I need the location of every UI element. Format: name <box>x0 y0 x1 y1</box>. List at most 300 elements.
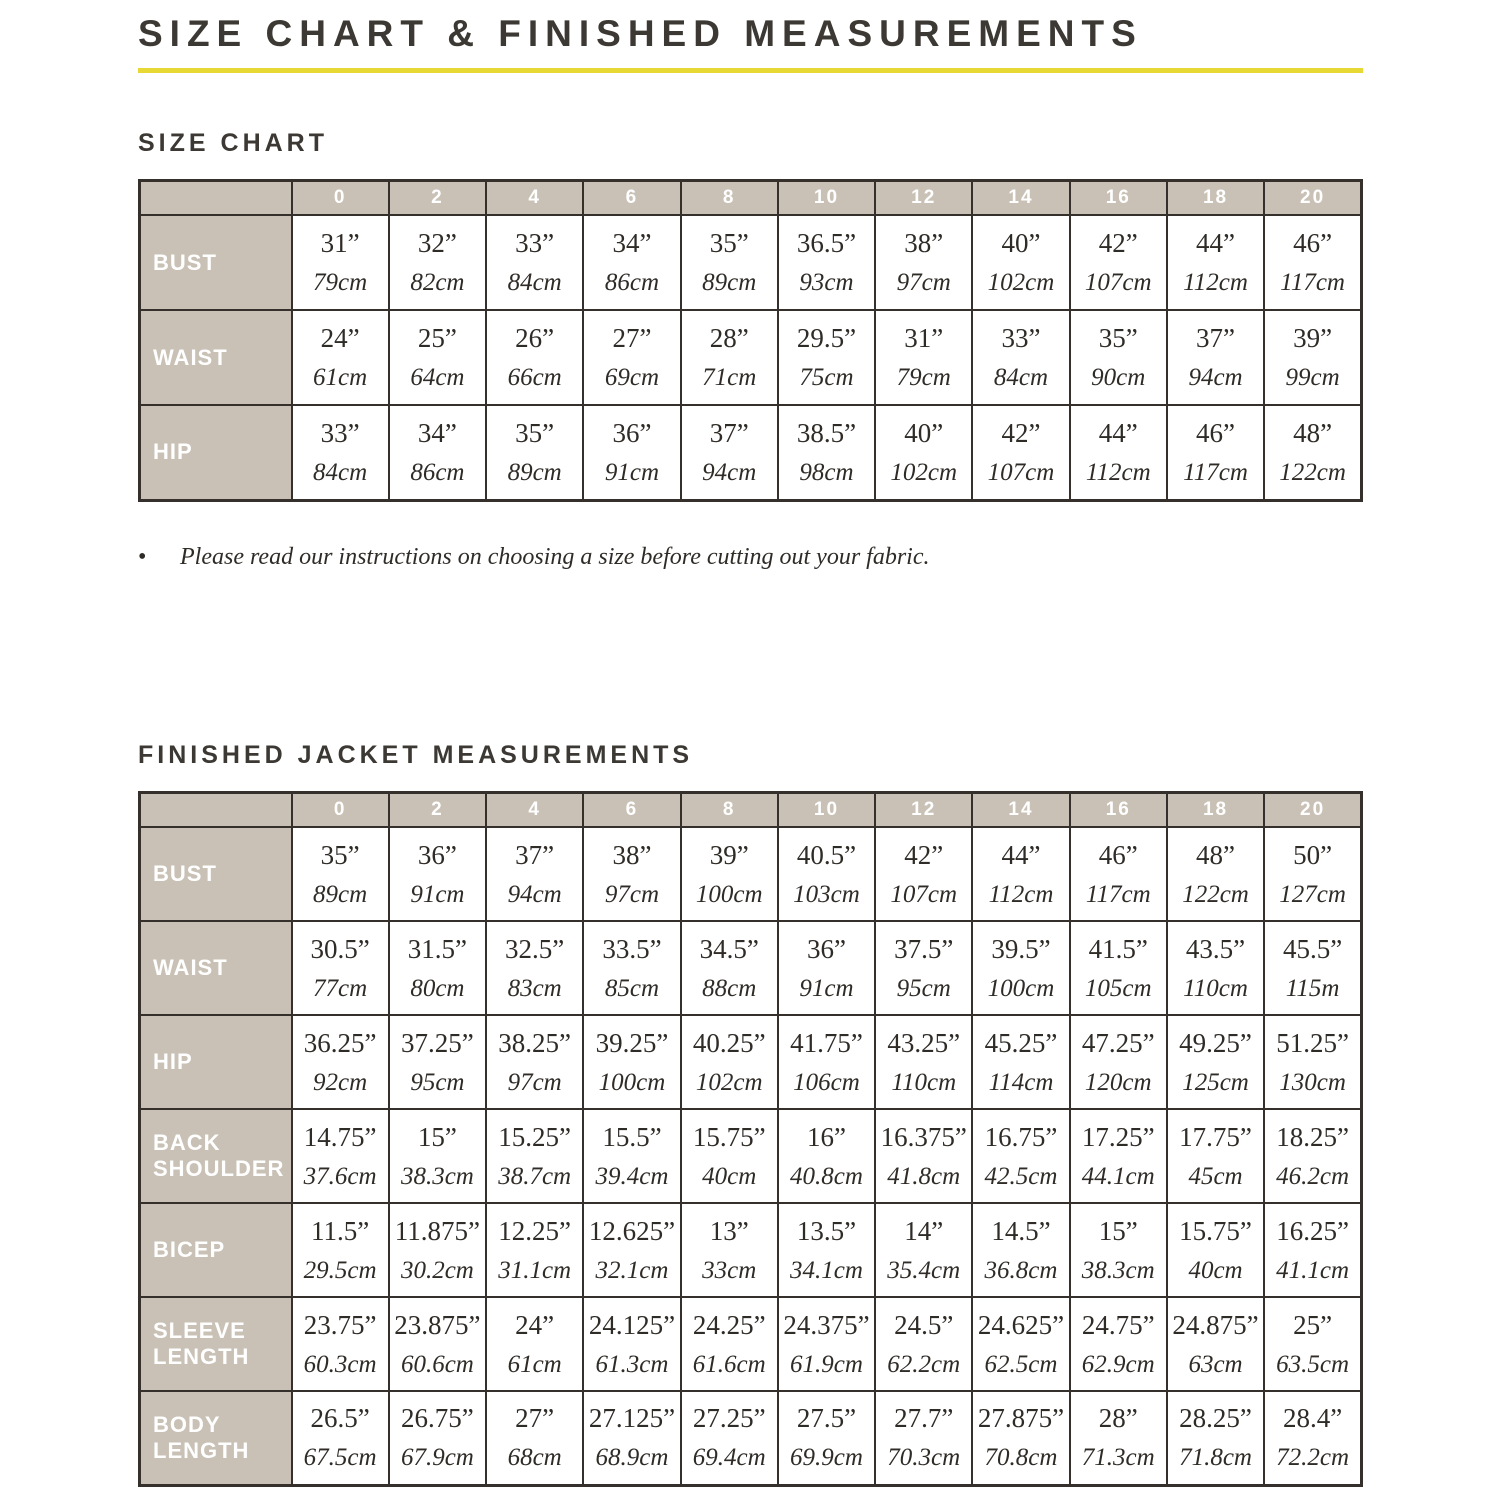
measurement-cell <box>875 215 972 310</box>
measurement-cell <box>486 921 583 1015</box>
measurement-cm: 62.9cm <box>1081 1350 1155 1378</box>
measurement-cm: 112cm <box>1183 269 1248 297</box>
size-column-header: 20 <box>1264 792 1361 827</box>
measurement-cell <box>875 1391 972 1485</box>
measurement-cell <box>1167 405 1264 500</box>
measurement-inches: 36” <box>417 839 457 870</box>
measurement-cm: 95cm <box>896 974 951 1002</box>
measurement-cell <box>389 921 486 1015</box>
measurement-inches: 35” <box>709 228 749 259</box>
measurement-cell <box>972 405 1069 500</box>
measurement-cell <box>389 405 486 500</box>
measurement-cm: 70.8cm <box>984 1444 1058 1472</box>
measurement-cell <box>1070 1015 1167 1109</box>
measurement-cell <box>486 827 583 921</box>
measurement-cell <box>583 310 680 405</box>
size-chart-table <box>138 179 1363 502</box>
measurement-table <box>138 179 1363 502</box>
size-column-header: 16 <box>1070 792 1167 827</box>
measurement-cm: 64cm <box>410 364 465 392</box>
measurement-cm: 37.6cm <box>303 1162 377 1190</box>
measurement-inches: 45.5” <box>1282 933 1343 964</box>
measurement-cell <box>778 921 875 1015</box>
measurement-cm: 75cm <box>799 364 854 392</box>
measurement-cell <box>1167 921 1264 1015</box>
measurement-cm: 94cm <box>702 458 757 486</box>
table-row <box>140 1203 1362 1297</box>
size-column-header: 14 <box>972 792 1069 827</box>
measurement-cell <box>1070 1297 1167 1391</box>
size-column-header: 10 <box>778 180 875 215</box>
measurement-inches: 15” <box>1098 1215 1138 1246</box>
measurement-cm: 107cm <box>987 458 1055 486</box>
measurement-cm: 117cm <box>1085 880 1151 908</box>
measurement-inches: 16” <box>806 1121 846 1152</box>
measurement-inches: 24.875” <box>1172 1309 1259 1340</box>
measurement-inches: 39” <box>1293 323 1333 354</box>
measurement-cm: 41.1cm <box>1276 1256 1350 1284</box>
size-column-header: 16 <box>1070 180 1167 215</box>
measurement-inches: 48” <box>1196 839 1236 870</box>
measurement-inches: 14.5” <box>991 1215 1051 1246</box>
measurement-cell <box>486 1391 583 1485</box>
size-column-header: 6 <box>583 180 680 215</box>
measurement-cm: 86cm <box>410 458 465 486</box>
measurement-cell <box>972 1297 1069 1391</box>
measurement-cm: 63cm <box>1188 1350 1243 1378</box>
measurement-cell <box>972 310 1069 405</box>
size-column-header: 4 <box>486 792 583 827</box>
measurement-inches: 24.125” <box>588 1309 676 1340</box>
measurement-inches: 35” <box>1098 323 1138 354</box>
measurement-inches: 26.5” <box>310 1403 370 1434</box>
measurement-cell <box>681 1203 778 1297</box>
row-label: BODY LENGTH <box>140 1391 292 1485</box>
measurement-cm: 79cm <box>896 364 951 392</box>
measurement-cm: 97cm <box>604 880 659 908</box>
size-chart-heading: SIZE CHART <box>138 128 328 157</box>
measurement-cell <box>778 827 875 921</box>
measurement-cell <box>1070 827 1167 921</box>
measurement-cm: 94cm <box>1188 364 1243 392</box>
size-column-header: 0 <box>292 180 389 215</box>
table-row <box>140 1109 1362 1203</box>
measurement-cm: 69.9cm <box>790 1444 863 1472</box>
measurement-cm: 122cm <box>1279 458 1346 486</box>
measurement-inches: 29.5” <box>796 323 857 354</box>
measurement-cell <box>583 921 680 1015</box>
measurement-cm: 84cm <box>993 364 1049 392</box>
measurement-inches: 15.25” <box>498 1121 572 1152</box>
measurement-cm: 89cm <box>702 269 757 297</box>
table-corner-cell <box>140 792 292 827</box>
row-label: BUST <box>140 215 292 310</box>
measurement-cell <box>972 1391 1069 1485</box>
measurement-inches: 30.5” <box>310 933 370 964</box>
measurement-cm: 60.6cm <box>400 1350 474 1378</box>
measurement-cm: 32.1cm <box>595 1256 669 1284</box>
measurement-cell <box>875 1015 972 1109</box>
measurement-inches: 25” <box>417 323 457 354</box>
measurement-inches: 49.25” <box>1179 1027 1252 1058</box>
measurement-inches: 32” <box>417 228 457 259</box>
measurement-cm: 60.3cm <box>303 1350 377 1378</box>
measurement-cm: 100cm <box>598 1068 666 1096</box>
measurement-cell <box>875 1109 972 1203</box>
size-column-header: 18 <box>1167 792 1264 827</box>
measurement-cell <box>1264 310 1361 405</box>
measurement-cell <box>292 1015 389 1109</box>
measurement-cm: 61.3cm <box>595 1350 669 1378</box>
measurement-cm: 97cm <box>507 1068 562 1096</box>
measurement-cm: 71.3cm <box>1081 1444 1155 1472</box>
table-row <box>140 921 1362 1015</box>
measurement-cell <box>778 215 875 310</box>
size-note <box>138 544 1363 571</box>
measurement-cm: 79cm <box>313 269 368 297</box>
measurement-inches: 38” <box>612 839 652 870</box>
measurement-cm: 40cm <box>1188 1256 1243 1284</box>
measurement-inches: 39.5” <box>991 933 1051 964</box>
measurement-cell <box>1264 827 1361 921</box>
measurement-inches: 15.5” <box>602 1121 662 1152</box>
row-label: BUST <box>140 827 292 921</box>
measurement-cell <box>389 310 486 405</box>
measurement-inches: 47.25” <box>1081 1027 1155 1058</box>
measurement-cell <box>486 1297 583 1391</box>
size-column-header: 12 <box>875 180 972 215</box>
measurement-cm: 63.5cm <box>1276 1350 1350 1378</box>
measurement-cell <box>292 1297 389 1391</box>
measurement-inches: 12.25” <box>498 1215 572 1246</box>
measurement-inches: 27.25” <box>692 1403 766 1434</box>
measurement-cm: 42.5cm <box>984 1162 1058 1190</box>
table-row <box>140 827 1362 921</box>
measurement-cell <box>681 405 778 500</box>
bullet-icon: • <box>138 543 147 570</box>
measurement-cm: 117cm <box>1183 458 1248 486</box>
measurement-cm: 84cm <box>313 458 368 486</box>
measurement-cm: 38.3cm <box>400 1162 474 1190</box>
measurement-cell <box>486 1203 583 1297</box>
measurement-inches: 15.75” <box>1179 1215 1252 1246</box>
measurement-cell <box>1167 1203 1264 1297</box>
measurement-cm: 61cm <box>507 1350 562 1378</box>
measurement-inches: 41.5” <box>1088 933 1148 964</box>
measurement-inches: 31” <box>320 228 360 259</box>
measurement-cm: 97cm <box>896 269 951 297</box>
measurement-cell <box>1167 1297 1264 1391</box>
measurement-inches: 24.25” <box>692 1309 766 1340</box>
measurement-inches: 35” <box>320 839 360 870</box>
measurement-inches: 26” <box>515 323 555 354</box>
measurement-inches: 43.25” <box>887 1027 961 1058</box>
measurement-inches: 51.25” <box>1276 1027 1349 1058</box>
measurement-cell <box>292 1109 389 1203</box>
measurement-cm: 89cm <box>507 458 562 486</box>
measurement-cell <box>1070 1203 1167 1297</box>
measurement-inches: 14” <box>904 1215 944 1246</box>
measurement-cm: 61.9cm <box>790 1350 863 1378</box>
measurement-inches: 24” <box>515 1309 555 1340</box>
measurement-inches: 28.25” <box>1179 1403 1252 1434</box>
measurement-inches: 46” <box>1098 839 1138 870</box>
measurement-inches: 25” <box>1293 1309 1333 1340</box>
measurement-inches: 27.7” <box>894 1403 954 1434</box>
measurement-cell <box>1264 215 1361 310</box>
measurement-cell <box>1167 827 1264 921</box>
table-row <box>140 1297 1362 1391</box>
measurement-cm: 29.5cm <box>303 1256 377 1284</box>
measurement-cell <box>1167 1391 1264 1485</box>
row-label: SLEEVE LENGTH <box>140 1297 292 1391</box>
measurement-cell <box>583 1109 680 1203</box>
measurement-cell <box>1070 921 1167 1015</box>
measurement-cm: 112cm <box>988 880 1054 908</box>
measurement-cell <box>1264 921 1361 1015</box>
measurement-cm: 71cm <box>702 364 757 392</box>
measurement-inches: 24” <box>320 323 360 354</box>
page-title: SIZE CHART & FINISHED MEASUREMENTS <box>138 13 1143 54</box>
measurement-inches: 42” <box>1098 228 1138 259</box>
measurement-inches: 48” <box>1293 417 1333 448</box>
measurement-cell <box>1167 1109 1264 1203</box>
measurement-cell <box>389 1015 486 1109</box>
measurement-inches: 34” <box>612 228 652 259</box>
measurement-inches: 37.25” <box>401 1027 474 1058</box>
measurement-cm: 61.6cm <box>692 1350 766 1378</box>
measurement-cell <box>389 1203 486 1297</box>
measurement-cell <box>486 215 583 310</box>
size-header-row <box>140 792 1362 827</box>
measurement-cm: 90cm <box>1091 364 1146 392</box>
measurement-inches: 36.25” <box>303 1027 377 1058</box>
measurement-cm: 107cm <box>1084 269 1152 297</box>
measurement-cell <box>972 921 1069 1015</box>
size-note-text: Please read our instructions on choosing a size before cutting out your fabric. <box>180 543 930 570</box>
measurement-cell <box>1167 1015 1264 1109</box>
measurement-cell <box>389 215 486 310</box>
measurement-inches: 16.75” <box>984 1121 1058 1152</box>
measurement-cm: 68.9cm <box>595 1444 669 1472</box>
measurement-inches: 16.375” <box>880 1121 967 1152</box>
measurement-cm: 100cm <box>987 974 1055 1002</box>
measurement-inches: 39.25” <box>595 1027 669 1058</box>
measurement-cell <box>778 1297 875 1391</box>
measurement-cell <box>681 1391 778 1485</box>
measurement-cell <box>681 310 778 405</box>
table-corner-cell <box>140 180 292 215</box>
measurement-inches: 46” <box>1293 228 1333 259</box>
measurement-cm: 102cm <box>987 269 1055 297</box>
measurement-cell <box>1264 1203 1361 1297</box>
measurement-inches: 13” <box>709 1215 749 1246</box>
measurement-inches: 42” <box>904 839 944 870</box>
measurement-cm: 71.8cm <box>1179 1444 1252 1472</box>
size-column-header: 0 <box>292 792 389 827</box>
measurement-cell <box>389 827 486 921</box>
measurement-cell <box>292 310 389 405</box>
title-accent-rule <box>138 68 1363 73</box>
measurement-cm: 102cm <box>695 1068 763 1096</box>
size-column-header: 2 <box>389 180 486 215</box>
measurement-cell <box>778 1203 875 1297</box>
measurement-cm: 88cm <box>702 974 757 1002</box>
measurement-cm: 98cm <box>799 458 854 486</box>
measurement-inches: 37” <box>515 839 555 870</box>
measurement-cm: 120cm <box>1084 1068 1152 1096</box>
measurement-inches: 24.75” <box>1081 1309 1155 1340</box>
measurement-cell <box>389 1109 486 1203</box>
measurement-cm: 61cm <box>313 364 368 392</box>
measurement-cm: 84cm <box>507 269 562 297</box>
measurement-cm: 105cm <box>1084 974 1152 1002</box>
measurement-inches: 34” <box>417 417 457 448</box>
finished-measurements-heading: FINISHED JACKET MEASUREMENTS <box>138 740 694 769</box>
measurement-inches: 36.5” <box>796 228 857 259</box>
measurement-cm: 62.5cm <box>984 1350 1058 1378</box>
measurement-inches: 24.5” <box>894 1309 954 1340</box>
measurement-cm: 30.2cm <box>400 1256 474 1284</box>
measurement-inches: 38” <box>904 228 944 259</box>
size-column-header: 6 <box>583 792 680 827</box>
measurement-cell <box>875 1297 972 1391</box>
measurement-cell <box>681 1109 778 1203</box>
measurement-inches: 50” <box>1293 839 1333 870</box>
measurement-cell <box>972 1203 1069 1297</box>
measurement-cm: 77cm <box>313 974 368 1002</box>
measurement-cell <box>875 827 972 921</box>
measurement-cell <box>972 827 1069 921</box>
row-label: WAIST <box>140 921 292 1015</box>
measurement-cm: 94cm <box>507 880 562 908</box>
measurement-cm: 33cm <box>702 1256 757 1284</box>
measurement-inches: 44” <box>1098 417 1138 448</box>
measurement-cm: 125cm <box>1182 1068 1249 1096</box>
measurement-cm: 114cm <box>988 1068 1054 1096</box>
measurement-cell <box>1264 1109 1361 1203</box>
measurement-cm: 45cm <box>1188 1162 1243 1190</box>
measurement-cm: 110cm <box>1183 974 1248 1002</box>
measurement-inches: 23.75” <box>303 1309 377 1340</box>
measurement-cell <box>1167 215 1264 310</box>
measurement-inches: 11.875” <box>394 1215 481 1246</box>
measurement-cm: 91cm <box>799 974 854 1002</box>
measurement-inches: 38.5” <box>796 417 857 448</box>
row-label: HIP <box>140 405 292 500</box>
measurement-inches: 27” <box>515 1403 555 1434</box>
measurement-cell <box>292 215 389 310</box>
measurement-cm: 46.2cm <box>1276 1162 1350 1190</box>
measurement-inches: 24.375” <box>783 1309 870 1340</box>
measurement-cell <box>681 1297 778 1391</box>
measurement-inches: 33.5” <box>602 933 662 964</box>
measurement-cm: 39.4cm <box>595 1162 669 1190</box>
size-column-header: 8 <box>681 180 778 215</box>
size-column-header: 12 <box>875 792 972 827</box>
measurement-cm: 83cm <box>507 974 562 1002</box>
measurement-cell <box>1264 405 1361 500</box>
measurement-cell <box>583 827 680 921</box>
measurement-inches: 18.25” <box>1276 1121 1349 1152</box>
measurement-inches: 13.5” <box>796 1215 857 1246</box>
measurement-cell <box>778 310 875 405</box>
measurement-table <box>138 791 1363 1487</box>
measurement-inches: 41.75” <box>790 1027 863 1058</box>
measurement-inches: 24.625” <box>977 1309 1065 1340</box>
measurement-cell <box>875 405 972 500</box>
table-row <box>140 310 1362 405</box>
measurement-cell <box>292 1391 389 1485</box>
measurement-inches: 45.25” <box>984 1027 1058 1058</box>
measurement-cell <box>292 405 389 500</box>
measurement-cm: 82cm <box>410 269 465 297</box>
measurement-cell <box>1070 405 1167 500</box>
measurement-inches: 40” <box>904 417 944 448</box>
measurement-cm: 69cm <box>604 364 659 392</box>
measurement-cell <box>486 1109 583 1203</box>
row-label: HIP <box>140 1015 292 1109</box>
measurement-cm: 103cm <box>793 880 860 908</box>
measurement-inches: 36” <box>806 933 846 964</box>
measurement-inches: 12.625” <box>588 1215 676 1246</box>
measurement-cm: 62.2cm <box>887 1350 961 1378</box>
measurement-inches: 37” <box>1196 323 1236 354</box>
measurement-inches: 31” <box>904 323 944 354</box>
measurement-inches: 28” <box>709 323 749 354</box>
measurement-cell <box>1070 1391 1167 1485</box>
measurement-cell <box>583 405 680 500</box>
size-column-header: 14 <box>972 180 1069 215</box>
measurement-inches: 17.25” <box>1081 1121 1155 1152</box>
size-column-header: 20 <box>1264 180 1361 215</box>
measurement-inches: 27.5” <box>796 1403 857 1434</box>
measurement-inches: 44” <box>1196 228 1236 259</box>
measurement-cell <box>778 1109 875 1203</box>
measurement-cell <box>1070 215 1167 310</box>
measurement-cm: 68cm <box>507 1444 562 1472</box>
measurement-cm: 66cm <box>507 364 562 392</box>
measurement-cm: 102cm <box>890 458 958 486</box>
measurement-inches: 33” <box>515 228 555 259</box>
measurement-cell <box>583 1015 680 1109</box>
measurement-cm: 99cm <box>1285 364 1340 392</box>
measurement-cell <box>875 921 972 1015</box>
measurement-cm: 35.4cm <box>887 1256 961 1284</box>
measurement-cm: 93cm <box>799 269 854 297</box>
measurement-inches: 37.5” <box>894 933 954 964</box>
measurement-inches: 28” <box>1098 1403 1138 1434</box>
measurement-inches: 14.75” <box>303 1121 377 1152</box>
measurement-cell <box>972 215 1069 310</box>
table-row <box>140 405 1362 500</box>
measurement-cell <box>583 1203 680 1297</box>
measurement-cell <box>292 921 389 1015</box>
measurement-cell <box>1070 1109 1167 1203</box>
row-label: WAIST <box>140 310 292 405</box>
measurement-inches: 15” <box>417 1121 457 1152</box>
measurement-inches: 17.75” <box>1179 1121 1252 1152</box>
measurement-inches: 35” <box>515 417 555 448</box>
measurement-cell <box>875 1203 972 1297</box>
measurement-inches: 27.875” <box>977 1403 1065 1434</box>
measurement-cm: 91cm <box>410 880 465 908</box>
measurement-cm: 127cm <box>1279 880 1346 908</box>
measurement-cm: 40cm <box>702 1162 757 1190</box>
finished-measurements-table <box>138 791 1363 1487</box>
measurement-inches: 44” <box>1001 839 1041 870</box>
measurement-cell <box>583 215 680 310</box>
